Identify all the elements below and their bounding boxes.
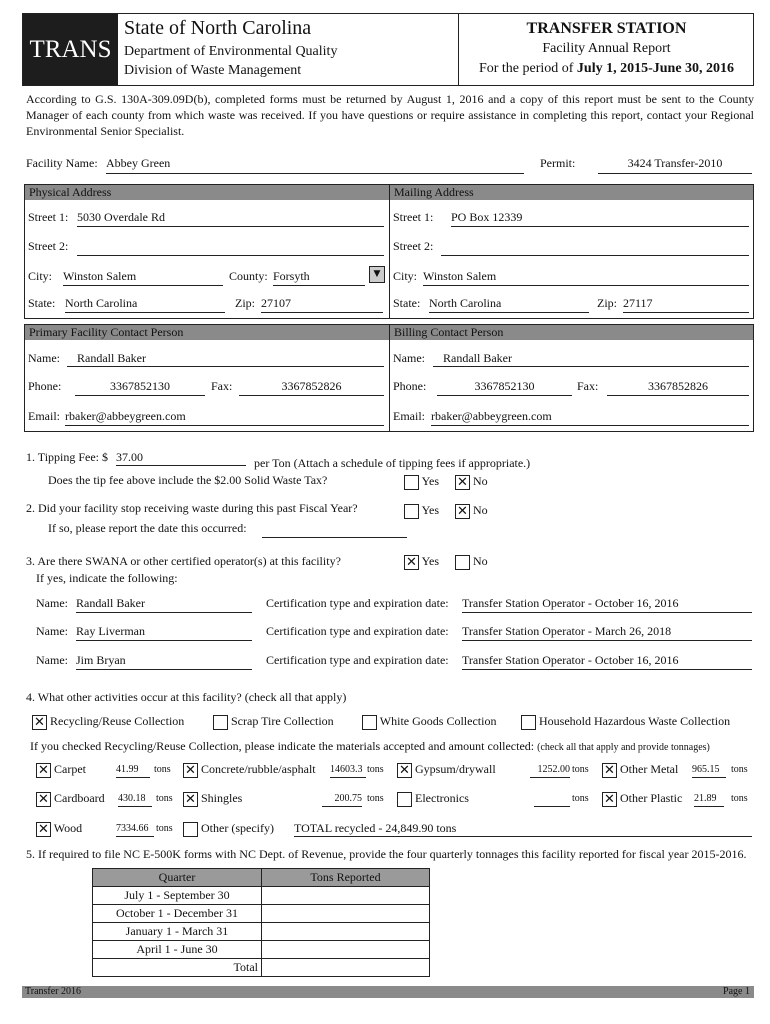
q2-yes-label: Yes bbox=[421, 503, 440, 517]
physical-city-label: City: bbox=[28, 269, 53, 283]
physical-street2-field[interactable] bbox=[77, 239, 384, 256]
billing-name-field[interactable]: Randall Baker bbox=[433, 351, 749, 367]
material-amount[interactable]: 965.15 bbox=[692, 764, 726, 778]
material-tons-unit: tons bbox=[154, 764, 171, 775]
primary-fax-field[interactable]: 3367852826 bbox=[239, 379, 384, 396]
material-checkbox[interactable]: ✕ bbox=[183, 792, 198, 807]
title-divider bbox=[458, 14, 459, 85]
report-period bbox=[460, 61, 753, 77]
material-tons-unit: tons bbox=[156, 823, 173, 834]
q2-date-field[interactable] bbox=[262, 522, 407, 538]
quarter-cell: October 1 - December 31 bbox=[93, 905, 262, 923]
material-option[interactable] bbox=[36, 762, 86, 778]
activity-label: Household Hazardous Waste Collection bbox=[539, 714, 731, 728]
primary-email-field[interactable]: rbaker@abbeygreen.com bbox=[65, 409, 384, 426]
quarterly-tonnage-table bbox=[92, 868, 430, 977]
tons-column-header: Tons Reported bbox=[262, 869, 430, 887]
total-tons-cell[interactable] bbox=[262, 959, 430, 977]
q1-no-checkbox[interactable]: ✕ bbox=[455, 475, 470, 490]
footer-bar bbox=[22, 986, 754, 998]
activity-checkbox[interactable] bbox=[521, 715, 536, 730]
material-checkbox[interactable]: ✕ bbox=[602, 763, 617, 778]
period-dates: July 1, 2015-June 30, 2016 bbox=[576, 61, 735, 76]
material-amount[interactable] bbox=[534, 793, 570, 807]
mailing-state-label: State: bbox=[393, 296, 421, 310]
tipping-fee-field[interactable]: 37.00 bbox=[116, 450, 246, 466]
primary-name-label: Name: bbox=[28, 351, 60, 365]
material-checkbox[interactable]: ✕ bbox=[183, 763, 198, 778]
physical-address-heading: Physical Address bbox=[25, 185, 389, 200]
tons-cell[interactable] bbox=[262, 923, 430, 941]
material-tons-unit: tons bbox=[156, 793, 173, 804]
q1-label: 1. Tipping Fee: $ bbox=[26, 450, 109, 464]
county-dropdown-icon[interactable]: ▼ bbox=[369, 266, 385, 283]
physical-city-field[interactable]: Winston Salem bbox=[63, 269, 223, 286]
billing-fax-label: Fax: bbox=[577, 379, 599, 393]
billing-email-label: Email: bbox=[393, 409, 425, 423]
q2-label: 2. Did your facility stop receiving waste during this past Fiscal Year? bbox=[26, 501, 358, 515]
material-option[interactable] bbox=[183, 791, 242, 807]
state-name: State of North Carolina bbox=[124, 17, 312, 39]
tons-cell[interactable] bbox=[262, 887, 430, 905]
q3-no-option[interactable] bbox=[455, 554, 488, 570]
address-section bbox=[24, 184, 754, 319]
q1-yes-checkbox[interactable] bbox=[404, 475, 419, 490]
material-checkbox[interactable] bbox=[183, 822, 198, 837]
q3-no-label: No bbox=[473, 554, 488, 568]
mailing-street2-label: Street 2: bbox=[393, 239, 434, 253]
q2-date-prompt: If so, please report the date this occurred: bbox=[48, 521, 247, 535]
table-header-row bbox=[93, 869, 430, 887]
material-tons-unit: tons bbox=[731, 793, 748, 804]
q2-no-checkbox[interactable]: ✕ bbox=[455, 504, 470, 519]
quarter-column-header: Quarter bbox=[93, 869, 262, 887]
physical-state-label: State: bbox=[28, 296, 56, 310]
operator-name-label: Name: bbox=[36, 653, 68, 667]
mailing-city-field[interactable]: Winston Salem bbox=[423, 269, 749, 286]
primary-email-label: Email: bbox=[28, 409, 60, 423]
material-amount[interactable]: 200.75 bbox=[322, 793, 362, 807]
material-amount[interactable]: 21.89 bbox=[694, 793, 724, 807]
material-label: Carpet bbox=[54, 762, 86, 776]
mailing-zip-label: Zip: bbox=[597, 296, 617, 310]
division-name: Division of Waste Management bbox=[124, 63, 302, 78]
physical-street2-label: Street 2: bbox=[28, 239, 69, 253]
table-row bbox=[93, 905, 430, 923]
operator-cert-field[interactable]: Transfer Station Operator - October 16, 2016 bbox=[462, 596, 752, 613]
physical-state-field[interactable]: North Carolina bbox=[65, 296, 225, 313]
q1-tax-question: Does the tip fee above include the $2.00 Solid Waste Tax? bbox=[48, 473, 328, 487]
material-checkbox[interactable]: ✕ bbox=[397, 763, 412, 778]
activity-option[interactable] bbox=[213, 714, 334, 730]
material-amount[interactable]: 1252.00 bbox=[530, 764, 570, 778]
activity-option[interactable] bbox=[32, 714, 184, 730]
primary-phone-label: Phone: bbox=[28, 379, 62, 393]
primary-fax-label: Fax: bbox=[211, 379, 233, 393]
department-name: Department of Environmental Quality bbox=[124, 44, 338, 59]
material-option[interactable] bbox=[602, 791, 682, 807]
physical-zip-field[interactable]: 27107 bbox=[261, 296, 383, 313]
material-option[interactable] bbox=[397, 762, 496, 778]
address-divider bbox=[389, 185, 390, 318]
q4-materials-prompt bbox=[30, 739, 710, 754]
mailing-state-field[interactable]: North Carolina bbox=[429, 296, 589, 313]
billing-name-label: Name: bbox=[393, 351, 425, 365]
q2-yes-option[interactable] bbox=[404, 503, 439, 519]
header bbox=[22, 13, 754, 86]
material-amount[interactable]: 430.18 bbox=[118, 793, 152, 807]
mailing-street1-field[interactable]: PO Box 12339 bbox=[451, 210, 749, 227]
billing-phone-label: Phone: bbox=[393, 379, 427, 393]
footer-page-number: Page 1 bbox=[723, 986, 750, 997]
q1-per-ton-note: per Ton (Attach a schedule of tipping fees if appropriate.) bbox=[254, 456, 531, 470]
activity-label: White Goods Collection bbox=[379, 714, 497, 728]
activity-checkbox[interactable] bbox=[362, 715, 377, 730]
operator-name-field[interactable]: Jim Bryan bbox=[76, 653, 252, 670]
table-row bbox=[93, 887, 430, 905]
material-label: Cardboard bbox=[54, 791, 105, 805]
q2-no-option[interactable] bbox=[455, 503, 488, 519]
physical-street1-label: Street 1: bbox=[28, 210, 69, 224]
operator-name-field[interactable]: Ray Liverman bbox=[76, 624, 252, 641]
billing-fax-field[interactable]: 3367852826 bbox=[607, 379, 749, 396]
mailing-zip-field[interactable]: 27117 bbox=[623, 296, 749, 313]
material-tons-unit: tons bbox=[572, 764, 589, 775]
activity-label: Scrap Tire Collection bbox=[231, 714, 334, 728]
q3-no-checkbox[interactable] bbox=[455, 555, 470, 570]
material-checkbox[interactable] bbox=[397, 792, 412, 807]
material-amount[interactable]: 7334.66 bbox=[116, 823, 154, 837]
material-option[interactable] bbox=[36, 791, 105, 807]
material-checkbox[interactable]: ✕ bbox=[36, 792, 51, 807]
operator-cert-label: Certification type and expiration date: bbox=[266, 596, 449, 610]
primary-name-field[interactable]: Randall Baker bbox=[67, 351, 384, 367]
intro-text: According to G.S. 130A-309.09D(b), completed forms must be returned by August 1, 2016 and a copy of this report must be sent to the County Manager of each county from which waste was received. If you have questions or require assistance in completing this report, contact your Regional Environmental Senior Specialist. bbox=[26, 92, 754, 138]
q3-label: 3. Are there SWANA or other certified operator(s) at this facility? bbox=[26, 554, 341, 568]
q1-yes-label: Yes bbox=[421, 474, 440, 488]
quarter-cell: July 1 - September 30 bbox=[93, 887, 262, 905]
q5-label: 5. If required to file NC E-500K forms with NC Dept. of Revenue, provide the four quarterly tonnages this facility reported for fiscal year 2015-2016. bbox=[26, 847, 747, 861]
operator-cert-field[interactable]: Transfer Station Operator - March 26, 2018 bbox=[462, 624, 752, 641]
trans-logo: TRANS bbox=[23, 14, 118, 85]
operator-name-field[interactable]: Randall Baker bbox=[76, 596, 252, 613]
operator-cert-field[interactable]: Transfer Station Operator - October 16, 2016 bbox=[462, 653, 752, 670]
permit-label: Permit: bbox=[540, 156, 576, 170]
activity-option[interactable] bbox=[521, 714, 730, 730]
material-amount[interactable]: 41.99 bbox=[116, 764, 150, 778]
material-amount[interactable]: 14603.3 bbox=[330, 764, 366, 778]
activity-checkbox[interactable]: ✕ bbox=[32, 715, 47, 730]
total-recycled-field[interactable]: TOTAL recycled - 24,849.90 tons bbox=[294, 821, 752, 837]
material-tons-unit: tons bbox=[731, 764, 748, 775]
q2-no-label: No bbox=[473, 503, 488, 517]
material-option[interactable] bbox=[36, 821, 82, 837]
q1-no-option[interactable] bbox=[455, 474, 488, 490]
material-label: Other Metal bbox=[620, 762, 679, 776]
material-option[interactable] bbox=[183, 821, 274, 837]
mailing-city-label: City: bbox=[393, 269, 418, 283]
tons-cell[interactable] bbox=[262, 941, 430, 959]
quarter-cell: January 1 - March 31 bbox=[93, 923, 262, 941]
material-checkbox[interactable]: ✕ bbox=[36, 763, 51, 778]
physical-street1-field[interactable]: 5030 Overdale Rd bbox=[77, 210, 384, 227]
billing-phone-field[interactable]: 3367852130 bbox=[437, 379, 572, 396]
footer-form-name: Transfer 2016 bbox=[25, 986, 82, 997]
material-checkbox[interactable]: ✕ bbox=[602, 792, 617, 807]
physical-county-label: County: bbox=[229, 269, 268, 283]
primary-phone-field[interactable]: 3367852130 bbox=[75, 379, 205, 396]
billing-email-field[interactable]: rbaker@abbeygreen.com bbox=[431, 409, 749, 426]
activity-option[interactable] bbox=[362, 714, 496, 730]
table-row bbox=[93, 923, 430, 941]
billing-contact-heading: Billing Contact Person bbox=[390, 325, 753, 340]
q4-label: 4. What other activities occur at this facility? (check all that apply) bbox=[26, 690, 347, 704]
material-checkbox[interactable]: ✕ bbox=[36, 822, 51, 837]
total-label-cell: Total bbox=[93, 959, 262, 977]
period-prefix: For the period of bbox=[478, 61, 577, 76]
material-option[interactable] bbox=[602, 762, 678, 778]
q4-materials-prompt-note: (check all that apply and provide tonnages) bbox=[537, 742, 710, 753]
form-subtitle: Facility Annual Report bbox=[542, 41, 671, 56]
contact-section bbox=[24, 324, 754, 432]
material-tons-unit: tons bbox=[367, 764, 384, 775]
form-title: TRANSFER STATION bbox=[526, 20, 687, 37]
material-option[interactable] bbox=[397, 791, 469, 807]
material-label: Other Plastic bbox=[620, 791, 683, 805]
physical-county-select[interactable]: Forsyth bbox=[273, 269, 365, 286]
quarter-cell: April 1 - June 30 bbox=[93, 941, 262, 959]
activity-label: Recycling/Reuse Collection bbox=[50, 714, 185, 728]
q1-yes-option[interactable] bbox=[404, 474, 439, 490]
q1-no-label: No bbox=[473, 474, 488, 488]
material-label: Gypsum/drywall bbox=[415, 762, 496, 776]
contact-divider bbox=[389, 325, 390, 431]
q3-yes-option[interactable] bbox=[404, 554, 439, 570]
mailing-street2-field[interactable] bbox=[441, 239, 749, 256]
primary-contact-heading: Primary Facility Contact Person bbox=[25, 325, 389, 340]
facility-name-label: Facility Name: bbox=[26, 156, 98, 170]
q2-yes-checkbox[interactable] bbox=[404, 504, 419, 519]
facility-name-field[interactable]: Abbey Green bbox=[106, 156, 524, 174]
table-row bbox=[93, 941, 430, 959]
material-label: Electronics bbox=[415, 791, 469, 805]
material-label: Shingles bbox=[201, 791, 243, 805]
physical-zip-label: Zip: bbox=[235, 296, 255, 310]
operator-cert-label: Certification type and expiration date: bbox=[266, 653, 449, 667]
total-row bbox=[93, 959, 430, 977]
activity-checkbox[interactable] bbox=[213, 715, 228, 730]
material-label: Concrete/rubble/asphalt bbox=[201, 762, 316, 776]
material-option[interactable] bbox=[183, 762, 316, 778]
operator-name-label: Name: bbox=[36, 596, 68, 610]
tons-cell[interactable] bbox=[262, 905, 430, 923]
material-tons-unit: tons bbox=[367, 793, 384, 804]
material-label: Wood bbox=[53, 821, 83, 835]
q3-yes-checkbox[interactable]: ✕ bbox=[404, 555, 419, 570]
q4-materials-prompt-text: If you checked Recycling/Reuse Collection, please indicate the materials accepted and amount collected: bbox=[30, 739, 535, 753]
q3-sub: If yes, indicate the following: bbox=[36, 571, 178, 585]
permit-field[interactable]: 3424 Transfer-2010 bbox=[598, 156, 752, 174]
operator-cert-label: Certification type and expiration date: bbox=[266, 624, 449, 638]
operator-name-label: Name: bbox=[36, 624, 68, 638]
material-tons-unit: tons bbox=[572, 793, 589, 804]
mailing-address-heading: Mailing Address bbox=[390, 185, 753, 200]
mailing-street1-label: Street 1: bbox=[393, 210, 434, 224]
q3-yes-label: Yes bbox=[421, 554, 440, 568]
material-label: Other (specify) bbox=[201, 821, 274, 835]
